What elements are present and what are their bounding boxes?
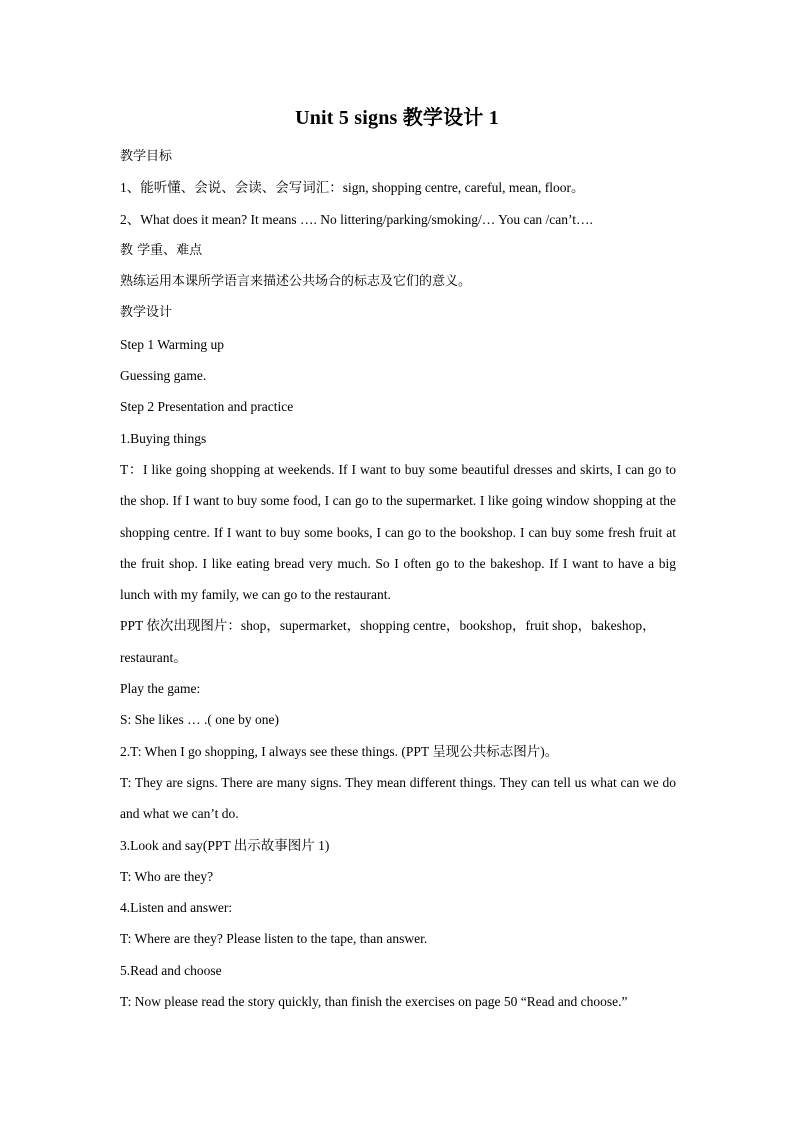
play-game-line: Play the game: <box>120 681 201 697</box>
teacher-instruction-read: T: Now please read the story quickly, than finish the exercises on page 50 “Read and choose.” <box>120 994 628 1010</box>
step-2-heading: Step 2 Presentation and practice <box>120 399 294 415</box>
teacher-question-who: T: Who are they? <box>120 868 214 884</box>
item-buying-things: 1.Buying things <box>120 430 207 446</box>
section-heading-key-points: 教 学重、难点 <box>120 242 203 258</box>
teacher-question-where: T: Where are they? Please listen to the tape, than answer. <box>120 931 428 947</box>
objective-1: 1、能听懂、会说、会读、会写词汇：sign, shopping centre, careful, mean, floor。 <box>120 180 585 196</box>
item-signs: 2.T: When I go shopping, I always see these things. (PPT 呈现公共标志图片)。 <box>120 743 559 759</box>
step-1-text: Guessing game. <box>120 368 207 384</box>
item-listen-and-answer: 4.Listen and answer: <box>120 900 233 916</box>
student-line: S: She likes … .( one by one) <box>120 712 279 728</box>
document-body <box>120 141 676 1017</box>
section-heading-objectives: 教学目标 <box>120 149 173 164</box>
teacher-paragraph-shopping: T：I like going shopping at weekends. If I want to buy some beautiful dresses and skirts, I can go to the shop. If I want to buy some food, I can go to the supermarket. I like going window shopping at the shopping centre. If I want to buy some books, I can go to the bookshop. I can buy some fresh fruit at the fruit shop. I like eating bread very much. So I often go to the bakeshop. If I want to have a big lunch with my family, we can go to the restaurant. <box>120 461 676 603</box>
step-1-heading: Step 1 Warming up <box>120 336 225 352</box>
ppt-pictures-line: PPT 依次出现图片：shop，supermarket，shopping centre，bookshop，fruit shop，bakeshop，restaurant。 <box>120 618 656 665</box>
key-points-text: 熟练运用本课所学语言来描述公共场合的标志及它们的意义。 <box>120 274 472 290</box>
section-heading-design: 教学设计 <box>120 305 173 321</box>
item-read-and-choose: 5.Read and choose <box>120 962 222 978</box>
objective-2: 2、What does it mean? It means …. No littering/parking/smoking/… You can /can’t…. <box>120 211 593 227</box>
document-title: Unit 5 signs 教学设计 1 <box>295 107 499 129</box>
item-look-and-say: 3.Look and say(PPT 出示故事图片 1) <box>120 837 330 853</box>
teacher-paragraph-signs: T: They are signs. There are many signs. They mean different things. They can tell us what can we do and what we can’t do. <box>120 774 676 822</box>
